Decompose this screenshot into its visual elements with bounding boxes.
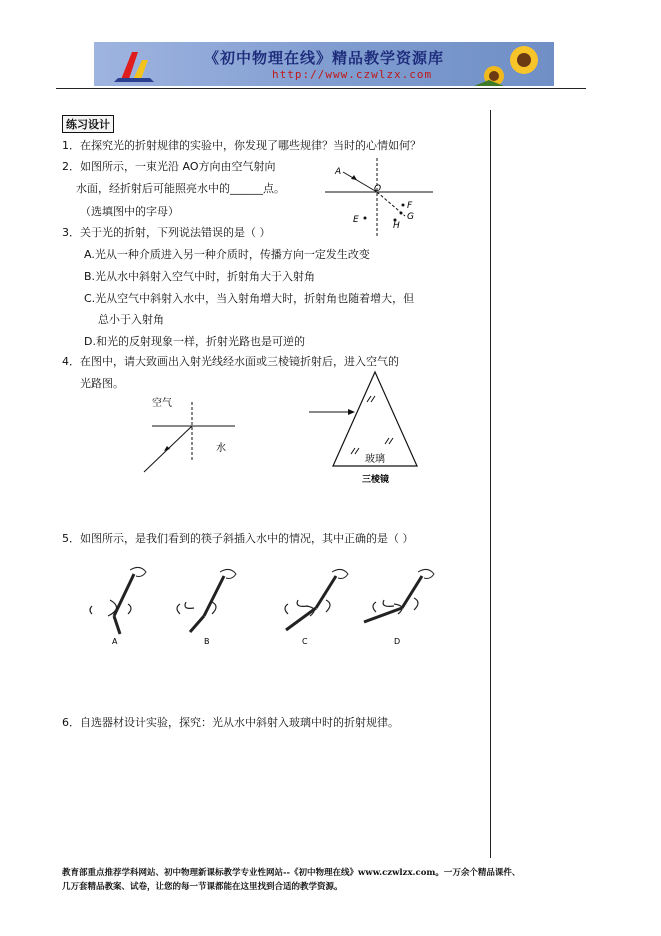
label-a: A <box>335 167 342 177</box>
question-2-line-3: （选填图中的字母） <box>80 205 179 218</box>
chopstick-c-upper <box>316 576 336 608</box>
question-3-option-c: C.光从空气中斜射入水中，当入射角增大时，折射角也随着增大，但 <box>84 292 415 305</box>
chopstick-d-lower <box>364 608 402 622</box>
question-1: 1．在探究光的折射规律的实验中，你发现了哪些规律？当时的心情如何？ <box>62 139 421 152</box>
banner-url[interactable]: http://www.czwlzx.com <box>272 68 433 81</box>
label-prism: 三棱镜 <box>362 475 390 485</box>
question-2-line-2: 水面，经折射后可能照亮水中的______点。 <box>76 182 285 195</box>
label-water: 水 <box>216 443 226 454</box>
label-air: 空气 <box>152 398 172 409</box>
label-a: A <box>112 637 118 646</box>
question-3-option-d: D.和光的反射现象一样，折射光路也是可逆的 <box>84 335 305 348</box>
q2-refraction-figure <box>325 158 435 238</box>
chopstick-a-lower <box>114 616 120 634</box>
figure-b <box>177 569 236 646</box>
label-glass: 玻璃 <box>365 454 385 465</box>
glass-hatch-top <box>367 396 375 402</box>
q4-water-figure <box>130 388 250 478</box>
figure-c <box>285 569 348 646</box>
ray-arrow-icon <box>348 409 355 415</box>
sunflower-icon <box>474 46 538 86</box>
header-banner <box>94 42 554 86</box>
label-b: B <box>204 637 210 646</box>
question-5-stem: 5．如图所示，是我们看到的筷子斜插入水中的情况，其中正确的是（ ） <box>62 532 414 545</box>
question-3-option-a: A.光从一种介质进入另一种介质时，传播方向一定发生改变 <box>84 248 370 261</box>
figure-a <box>90 567 146 646</box>
label-e: E <box>353 215 359 225</box>
question-3-stem: 3．关于光的折射，下列说法错误的是（ ） <box>62 226 271 239</box>
question-4-line-1: 4．在图中，请大致画出入射光线经水面或三棱镜折射后，进入空气的 <box>62 355 399 368</box>
ripple-a-icon <box>90 600 131 616</box>
point-g <box>400 212 403 215</box>
chopstick-b-upper <box>204 576 224 616</box>
question-3-option-c-cont: 总小于入射角 <box>98 313 164 326</box>
figure-d <box>364 569 434 646</box>
top-divider <box>56 88 586 89</box>
chopstick-b-lower <box>190 616 204 632</box>
right-margin-rule <box>490 110 491 858</box>
footer-line-1: 教育部重点推荐学科网站、初中物理新课标教学专业性网站--《初中物理在线》www.czwlzx.com。一万余个精品课件、 <box>62 868 521 878</box>
question-6-stem: 6．自选器材设计实验，探究：光从水中斜射入玻璃中时的折射规律。 <box>62 716 399 729</box>
q4-prism-figure <box>305 366 435 488</box>
chopstick-d-upper <box>402 576 422 608</box>
glass-hatch-right <box>385 438 393 444</box>
label-h: H <box>393 221 400 231</box>
footer-line-2: 几万套精品教案、试卷，让您的每一节课都能在这里找到合适的教学资源。 <box>62 882 343 892</box>
point-f <box>402 204 405 207</box>
section-title: 练习设计 <box>62 115 114 133</box>
label-o: O <box>374 184 382 194</box>
label-g: G <box>407 212 414 222</box>
chopstick-c-lower <box>286 608 316 630</box>
question-2-line-1: 2．如图所示，一束光沿 AO方向由空气射向 <box>62 160 276 173</box>
point-e <box>364 217 367 220</box>
glass-hatch-left <box>351 448 359 454</box>
q5-chopsticks-figure <box>80 560 450 650</box>
question-4-line-2: 光路图。 <box>80 377 124 390</box>
label-c: C <box>302 637 308 646</box>
incident-ray <box>343 172 377 192</box>
question-3-option-b: B.光从水中斜射入空气中时，折射角大于入射角 <box>84 270 316 283</box>
prism-triangle <box>333 372 417 466</box>
logo-icon <box>114 52 154 82</box>
banner-title: 《初中物理在线》精品教学资源库 <box>204 49 445 67</box>
label-f: F <box>407 201 413 211</box>
label-d: D <box>394 637 401 646</box>
